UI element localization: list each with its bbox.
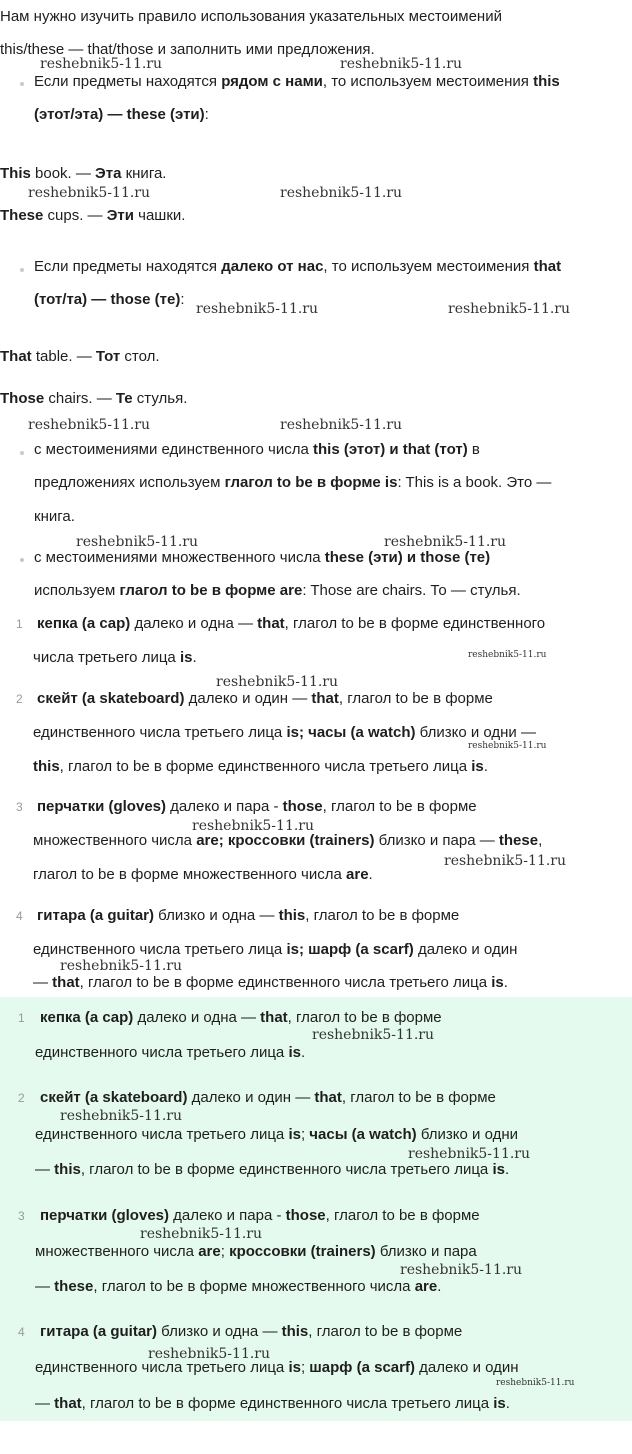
list-item-line: множественного числа are; кроссовки (trainers) близко и пара [35,1243,477,1260]
rule-plural-line-2: используем глагол to be в форме are: Those are chairs. То — стулья. [34,582,521,599]
watermark: reshebnik5-11.ru [192,818,315,834]
list-item-line: единственного числа третьего лица is. [35,1044,306,1061]
watermark: reshebnik5-11.ru [496,1378,575,1388]
watermark: reshebnik5-11.ru [408,1146,531,1162]
watermark: reshebnik5-11.ru [28,185,151,201]
watermark: reshebnik5-11.ru [280,185,403,201]
list-number: 3 [18,1209,25,1223]
watermark: reshebnik5-11.ru [280,417,403,433]
example-this: This book. — Эта книга. [0,165,167,182]
list-number: 2 [16,692,23,706]
list-item-line: гитара (a guitar) близко и одна — this, глагол to be в форме [40,1323,463,1340]
list-item-line: — these, глагол to be в форме множественного числа are. [35,1278,442,1295]
list-item-line: множественного числа are; кроссовки (trainers) близко и пара — these, [33,832,543,849]
watermark: reshebnik5-11.ru [76,534,199,550]
intro-line-2: this/these — that/those и заполнить ими предложения. [0,41,375,58]
list-item-line: — that, глагол to be в форме единственного числа третьего лица is. [33,974,508,991]
list-item-line: скейт (a skateboard) далеко и один — that, глагол to be в форме [40,1089,496,1106]
bullet-dot [20,451,24,455]
watermark: reshebnik5-11.ru [148,1346,271,1362]
list-number: 1 [18,1011,25,1025]
watermark: reshebnik5-11.ru [444,853,567,869]
list-item-line: — that, глагол to be в форме единственного числа третьего лица is. [35,1395,510,1412]
list-item-line: this, глагол to be в форме единственного числа третьего лица is. [33,758,488,775]
watermark: reshebnik5-11.ru [140,1226,263,1242]
list-item-line: единственного числа третьего лица is; шарф (a scarf) далеко и один [35,1359,519,1376]
list-number: 4 [16,909,23,923]
rule-far-line-2: (тот/та) — those (те): [34,291,185,308]
watermark: reshebnik5-11.ru [340,56,463,72]
bullet-dot [20,268,24,272]
watermark: reshebnik5-11.ru [468,741,547,751]
example-these: These cups. — Эти чашки. [0,207,186,224]
watermark: reshebnik5-11.ru [28,417,151,433]
intro-line-1: Нам нужно изучить правило использования указательных местоимений [0,8,502,25]
example-those: Those chairs. — Те стулья. [0,390,188,407]
rule-singular-line-2: предложениях используем глагол to be в форме is: This is a book. Это — [34,474,552,491]
rule-singular-line-1: с местоимениями единственного числа this (этот) и that (тот) в [34,441,480,458]
list-item-line: единственного числа третьего лица is; шарф (a scarf) далеко и один [33,941,518,958]
list-item-line: глагол to be в форме множественного числа are. [33,866,373,883]
list-item-line: единственного числа третьего лица is; часы (a watch) близко и одни — [33,724,536,741]
watermark: reshebnik5-11.ru [196,301,319,317]
list-item-line: — this, глагол to be в форме единственного числа третьего лица is. [35,1161,510,1178]
list-number: 1 [16,617,23,631]
rule-singular-line-3: книга. [34,508,75,525]
watermark: reshebnik5-11.ru [384,534,507,550]
list-item-line: кепка (a cap) далеко и одна — that, глагол to be в форме единственного [37,615,546,632]
rule-near-line-2: (этот/эта) — these (эти): [34,106,209,123]
watermark: reshebnik5-11.ru [60,958,183,974]
list-item-line: числа третьего лица is. [33,649,197,666]
list-item-line: перчатки (gloves) далеко и пара - those, глагол to be в форме [37,798,477,815]
rule-far-line-1: Если предметы находятся далеко от нас, то используем местоимения that [34,258,562,275]
rule-plural-line-1: с местоимениями множественного числа these (эти) и those (те) [34,549,491,566]
rule-near-line-1: Если предметы находятся рядом с нами, то используем местоимения this [34,73,560,90]
example-that: That table. — Тот стол. [0,348,160,365]
list-item-line: скейт (a skateboard) далеко и один — that, глагол to be в форме [37,690,493,707]
list-number: 2 [18,1091,25,1105]
watermark: reshebnik5-11.ru [40,56,163,72]
watermark: reshebnik5-11.ru [400,1262,523,1278]
list-item-line: кепка (a cap) далеко и одна — that, глагол to be в форме [40,1009,442,1026]
watermark: reshebnik5-11.ru [448,301,571,317]
list-number: 3 [16,800,23,814]
list-number: 4 [18,1325,25,1339]
watermark: reshebnik5-11.ru [312,1027,435,1043]
bullet-dot [20,558,24,562]
watermark: reshebnik5-11.ru [216,674,339,690]
list-item-line: единственного числа третьего лица is; часы (a watch) близко и одни [35,1126,518,1143]
watermark: reshebnik5-11.ru [60,1108,183,1124]
list-item-line: гитара (a guitar) близко и одна — this, глагол to be в форме [37,907,460,924]
bullet-dot [20,82,24,86]
watermark: reshebnik5-11.ru [468,650,547,660]
list-item-line: перчатки (gloves) далеко и пара - those, глагол to be в форме [40,1207,480,1224]
